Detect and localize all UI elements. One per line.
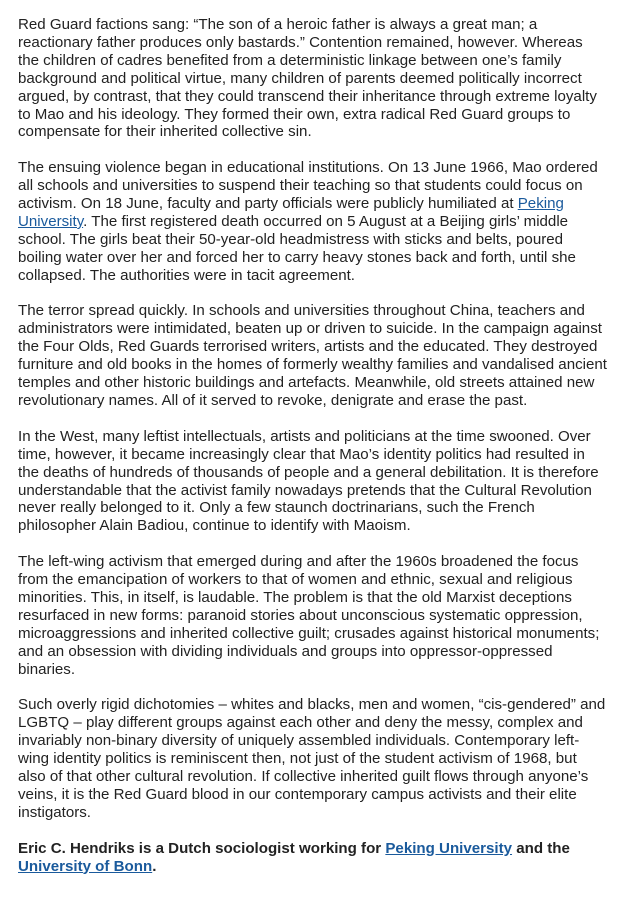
author-bio-text: Eric C. Hendriks is a Dutch sociologist working for [18,839,386,857]
author-bio-end: . [152,857,157,875]
paragraph-in-the-west: In the West, many leftist intellectuals, artists and politicians at the time swooned. Over time, however, it became increasingly clear that Mao’s identity politics had resulted in the deaths of hundreds of thousands of people and a general debilitation. It is therefore understandable that the activist family nowadays pretends that the Cultural Revolution never really belonged to it. Only a few staunch doctrinarians, such the French philosopher Alain Badiou, continue to identify with Maoism. [18,427,599,535]
paragraph-text-before-link: The ensuing violence began in educational institutions. On 13 June 1966, Mao ordered all schools and universities to suspend their teaching so that students could focus on activism. On 18 June, faculty and party officials were publicly humiliated at [18,159,598,213]
author-bio [18,840,607,876]
paragraph-text-after-link: . The first registered death occurred on 5 August at a Beijing girls’ middle school. The girls beat their 50-year-old headmistress with sticks and belts, poured boiling water over her and forced her to carry heavy stones back and forth, until she collapsed. The authorities were in tacit agreement. [18,212,576,284]
paragraph-rigid-dichotomies: Such overly rigid dichotomies – whites and blacks, men and women, “cis-gendered” and LGBTQ – play different groups against each other and deny the messy, complex and invariably non-binary diversity of uniquely assembled individuals. Contemporary left-wing identity politics is reminiscent then, not just of the student activism of 1968, but also of that other cultural revolution. If collective inherited guilt flows through anyone’s veins, it is the Red Guard blood in our contemporary campus activists and their elite instigators. [18,696,606,821]
bio-peking-university-link[interactable]: Peking University [385,839,513,857]
paragraph-left-wing-activism: The left-wing activism that emerged during and after the 1960s broadened the focus from the emancipation of workers to that of women and ethnic, sexual and religious minorities. This, in itself, is laudable. The problem is that the old Marxist deceptions resurfaced in new forms: paranoid stories about unconscious systematic oppression, microaggressions and inherited collective guilt; crusades against historical monuments; and an obsession with dividing individuals and groups into oppressor-oppressed binaries. [18,553,600,678]
paragraph-red-guard-factions: Red Guard factions sang: “The son of a heroic father is always a great man; a reactionary father produces only bastards.” Contention remained, however. Whereas the children of cadres benefited from a deterministic linkage between one’s family background and political virtue, many children of parents deemed politically incorrect argued, by contrast, that they could transcend their inheritance through extreme loyalty to Mao and his ideology. They formed their own, extra radical Red Guard groups to compensate for their inherited collective sin. [18,16,597,141]
author-bio-connector: and the [512,839,570,857]
paragraph-ensuing-violence [18,159,607,284]
peking-university-link[interactable]: Peking University [18,195,564,230]
bio-university-of-bonn-link[interactable]: University of Bonn [18,857,153,875]
paragraph-terror-spread: The terror spread quickly. In schools and universities throughout China, teachers and administrators were intimidated, beaten up or driven to suicide. In the campaign against the Four Olds, Red Guards terrorised writers, artists and the educated. They destroyed furniture and old books in the homes of formerly wealthy families and vandalised ancient temples and other historic buildings and artefacts. Meanwhile, old streets attained new revolutionary names. All of it served to revoke, denigrate and erase the past. [18,302,607,409]
